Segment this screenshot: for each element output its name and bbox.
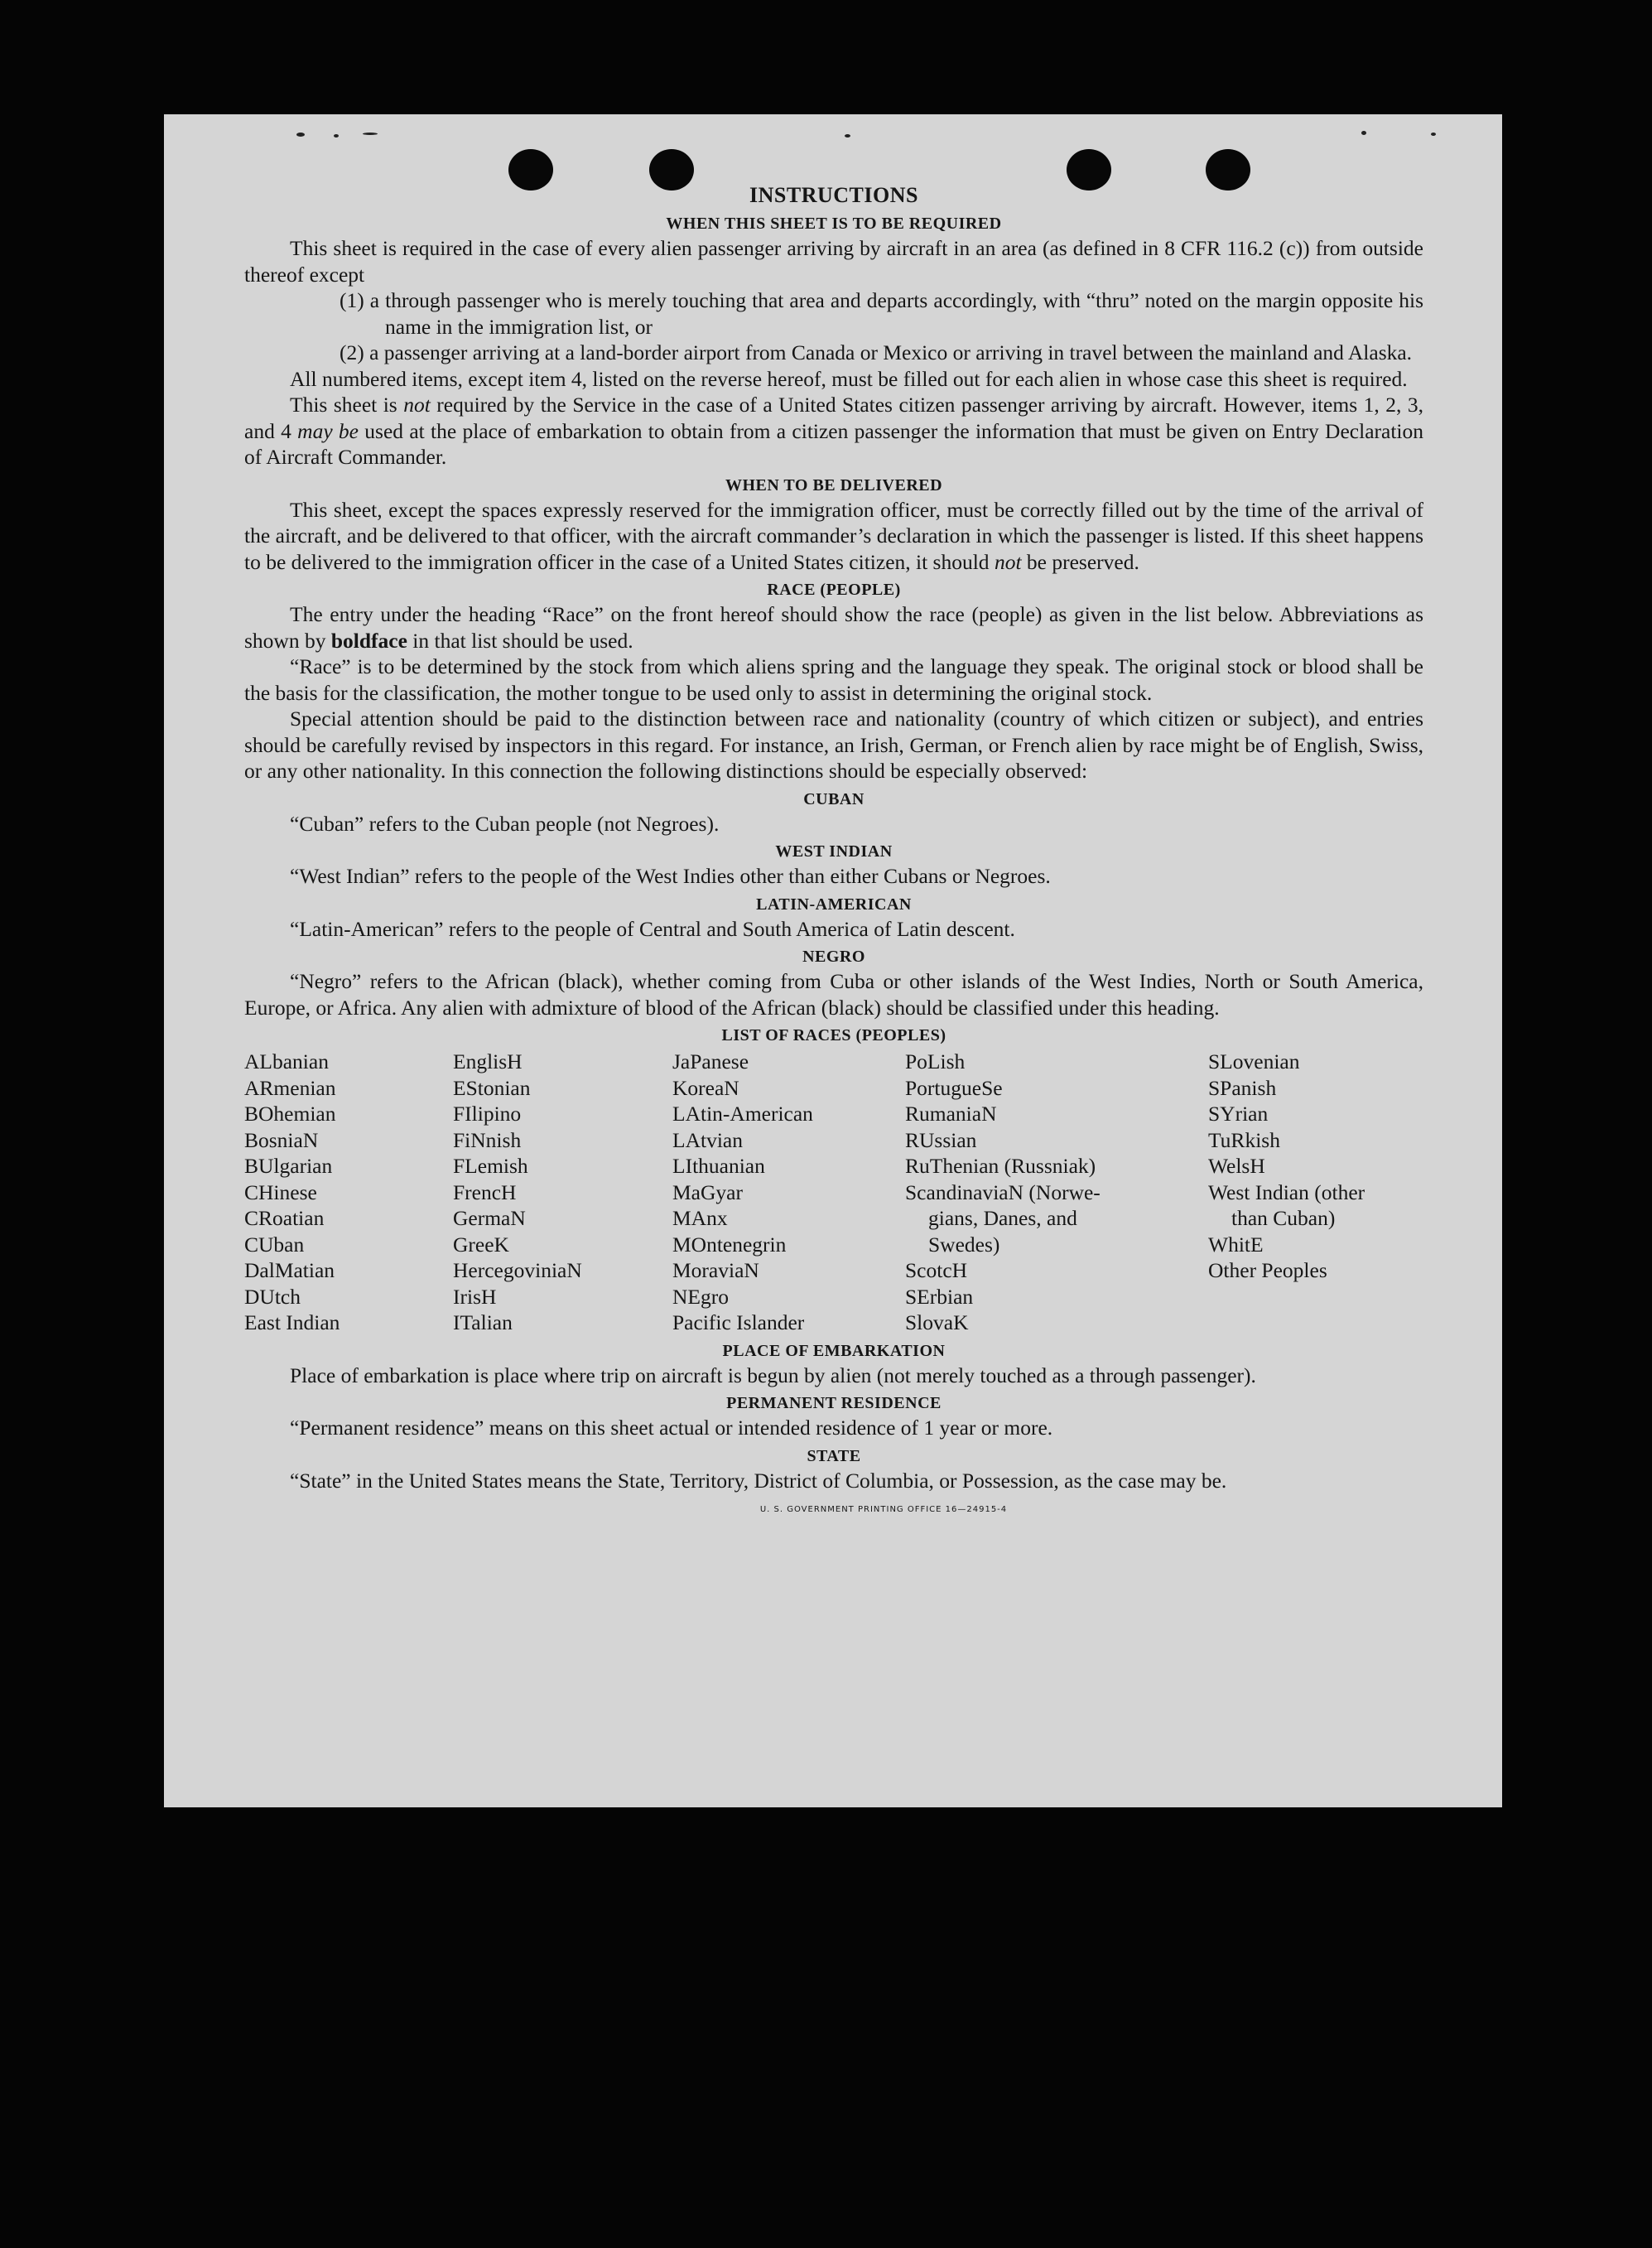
race-entry: BUlgarian [244,1154,333,1178]
race-entry: CRoatian [244,1206,325,1230]
race-entry: TuRkish [1208,1127,1280,1152]
speck [845,134,850,137]
emphasis: not [403,393,431,417]
race-entry: KoreaN [672,1075,739,1100]
race-entry: ARmenian [244,1075,336,1100]
paragraph: “Race” is to be determined by the stock from which aliens spring and the language they speak. The original stock or blood shall be the basis for the classification, the mother tongue to be used only to assist in determining the original stock. [244,654,1423,705]
race-entry: RuThenian (Russniak) [905,1154,1096,1178]
text-run: in that list should be used. [407,628,633,653]
race-entry: WhitE [1208,1232,1264,1257]
paragraph [244,392,1423,470]
section-heading: PLACE OF EMBARKATION [722,1341,946,1360]
race-entry: MOntenegrin [672,1232,787,1257]
race-column [905,1049,1208,1336]
paragraph [244,497,1423,576]
race-entry: WelsH [1208,1154,1265,1178]
list-item: (2) a passenger arriving at a land-border airport from Canada or Mexico or arriving in travel between the mainland and Alaska. [340,340,1413,364]
race-entry: PoLish [905,1049,966,1073]
section-heading: LIST OF RACES (PEOPLES) [721,1026,946,1044]
text-run: required by the Service in the case of a United States citizen passenger arriving by aircraft. However, items 1, 2, 3, and 4 [244,393,1423,443]
punch-hole [1206,149,1250,191]
section-heading: LATIN-AMERICAN [756,895,912,914]
speck [1361,131,1366,135]
section-heading: CUBAN [803,789,865,808]
section-heading: PERMANENT RESIDENCE [726,1394,942,1412]
speck [334,134,339,137]
race-entry: RUssian [905,1127,977,1152]
race-entry: GermaN [453,1206,526,1230]
race-entry: EStonian [453,1075,531,1100]
paragraph: Special attention should be paid to the distinction between race and nationality (country of which citizen or subject), and entries should be carefully revised by inspectors in this regard. For instance, an Irish, German, or French alien by race might be of English, Swiss, or any other nationality. In this connection the following distinctions should be especially observed: [244,707,1423,783]
race-entry: ScandinaviaN (Norwe- [905,1179,1101,1204]
text-run: This sheet is [290,393,404,417]
race-entry: BosniaN [244,1127,319,1152]
race-entry: ITalian [453,1310,513,1334]
race-entry: LIthuanian [672,1154,765,1178]
section-heading: STATE [807,1446,861,1465]
race-entry: NEgro [672,1284,729,1309]
race-entry: ScotcH [905,1258,968,1282]
text-run: used at the place of embarkation to obtain from a citizen passenger the information that must be given on Entry Declaration of Aircraft Commander. [244,418,1423,469]
text-run: be preserved. [1021,549,1139,574]
race-entry: MoraviaN [672,1258,759,1282]
race-entry-continued: gians, Danes, and [928,1206,1077,1230]
speck [296,133,305,137]
paragraph: “Cuban” refers to the Cuban people (not Negroes). [290,811,720,836]
paragraph: “State” in the United States means the State, Territory, District of Columbia, or Possession, as the case may be. [290,1468,1227,1493]
race-entry: LAtin-American [672,1102,813,1126]
text-run: The entry under the heading “Race” on the front hereof should show the race (people) as given in the list below. Abbreviations as shown by [244,602,1423,653]
race-entry: BOhemian [244,1102,336,1126]
race-entry: West Indian (other [1208,1179,1365,1204]
race-entry: LAtvian [672,1127,743,1152]
bold-text: boldface [330,628,407,653]
race-entry: FLemish [453,1154,528,1178]
race-entry: SLovenian [1208,1049,1300,1073]
page-title: INSTRUCTIONS [749,183,918,207]
section-heading: RACE (PEOPLE) [767,581,901,599]
punch-hole [649,149,694,191]
paragraph: “Latin-American” refers to the people of Central and South America of Latin descent. [290,916,1015,941]
race-entry: CUban [244,1232,305,1257]
race-entry: MAnx [672,1206,728,1230]
paragraph: “Negro” refers to the African (black), whether coming from Cuba or other islands of the West Indies, North or South America, Europe, or Africa. Any alien with admixture of blood of the African (black) should be classified under this heading. [244,969,1423,1020]
race-entry: IrisH [453,1284,497,1309]
race-entry: Pacific Islander [672,1310,805,1334]
race-column [672,1049,905,1336]
paragraph: All numbered items, except item 4, listed on the reverse hereof, must be filled out for each alien in whose case this sheet is required. [290,366,1408,391]
document-page [164,114,1502,1807]
punch-hole [1067,149,1111,191]
race-column [244,1049,453,1336]
list-item: (1) a through passenger who is merely touching that area and departs accordingly, with “thru” noted on the margin opposite his name in the immigration list, or [340,288,1423,339]
race-entry: EnglisH [453,1049,523,1073]
race-entry-continued: than Cuban) [1231,1206,1336,1230]
race-entry: HercegoviniaN [453,1258,582,1282]
race-entry: FrencH [453,1179,517,1204]
race-entry: FiNnish [453,1127,522,1152]
emphasis: not [994,549,1022,574]
race-entry: CHinese [244,1179,317,1204]
printer-imprint: U. S. GOVERNMENT PRINTING OFFICE 16—24915-4 [759,1505,1008,1514]
race-entry: SYrian [1208,1102,1269,1126]
race-entry: DUtch [244,1284,301,1309]
race-entry: GreeK [453,1232,509,1257]
race-column [1208,1049,1423,1336]
paragraph: “West Indian” refers to the people of the West Indies other than either Cubans or Negroes. [290,864,1051,888]
paragraph [244,601,1423,654]
race-entry: FIlipino [453,1102,522,1126]
race-entry: ALbanian [244,1049,329,1073]
section-heading: NEGRO [802,948,865,966]
section-heading: WHEN TO BE DELIVERED [725,475,943,494]
race-entry: PortugueSe [905,1075,1003,1100]
section-heading: WHEN THIS SHEET IS TO BE REQUIRED [666,215,1002,233]
emphasis: may be [297,418,359,443]
race-entry: MaGyar [672,1179,743,1204]
race-entry: RumaniaN [905,1102,997,1126]
race-column [453,1049,672,1336]
race-entry-continued: Swedes) [928,1232,1000,1257]
speck [1431,133,1436,136]
race-entry: SErbian [905,1284,974,1309]
race-list [244,1049,1423,1336]
text-run: This sheet, except the spaces expressly reserved for the immigration officer, must be correctly filled out by the time of the arrival of the aircraft, and be delivered to that officer, with the aircraft commander’s declaration in which the passenger is listed. If this sheet happens to be delivered to the immigration officer in the case of a United States citizen, it should [244,497,1423,574]
race-entry: SPanish [1208,1075,1277,1100]
punch-hole [508,149,553,191]
paragraph: This sheet is required in the case of every alien passenger arriving by aircraft in an area (as defined in 8 CFR 116.2 (c)) from outside thereof except [244,236,1423,287]
race-entry: DalMatian [244,1258,335,1282]
race-entry: SlovaK [905,1310,969,1334]
paragraph: Place of embarkation is place where trip on aircraft is begun by alien (not merely touched as a through passenger). [290,1363,1256,1387]
race-entry: East Indian [244,1310,340,1334]
paragraph: “Permanent residence” means on this sheet actual or intended residence of 1 year or more. [290,1416,1053,1440]
speck [363,133,378,135]
race-entry: JaPanese [672,1049,749,1073]
race-entry: Other Peoples [1208,1258,1327,1282]
section-heading: WEST INDIAN [775,842,893,861]
